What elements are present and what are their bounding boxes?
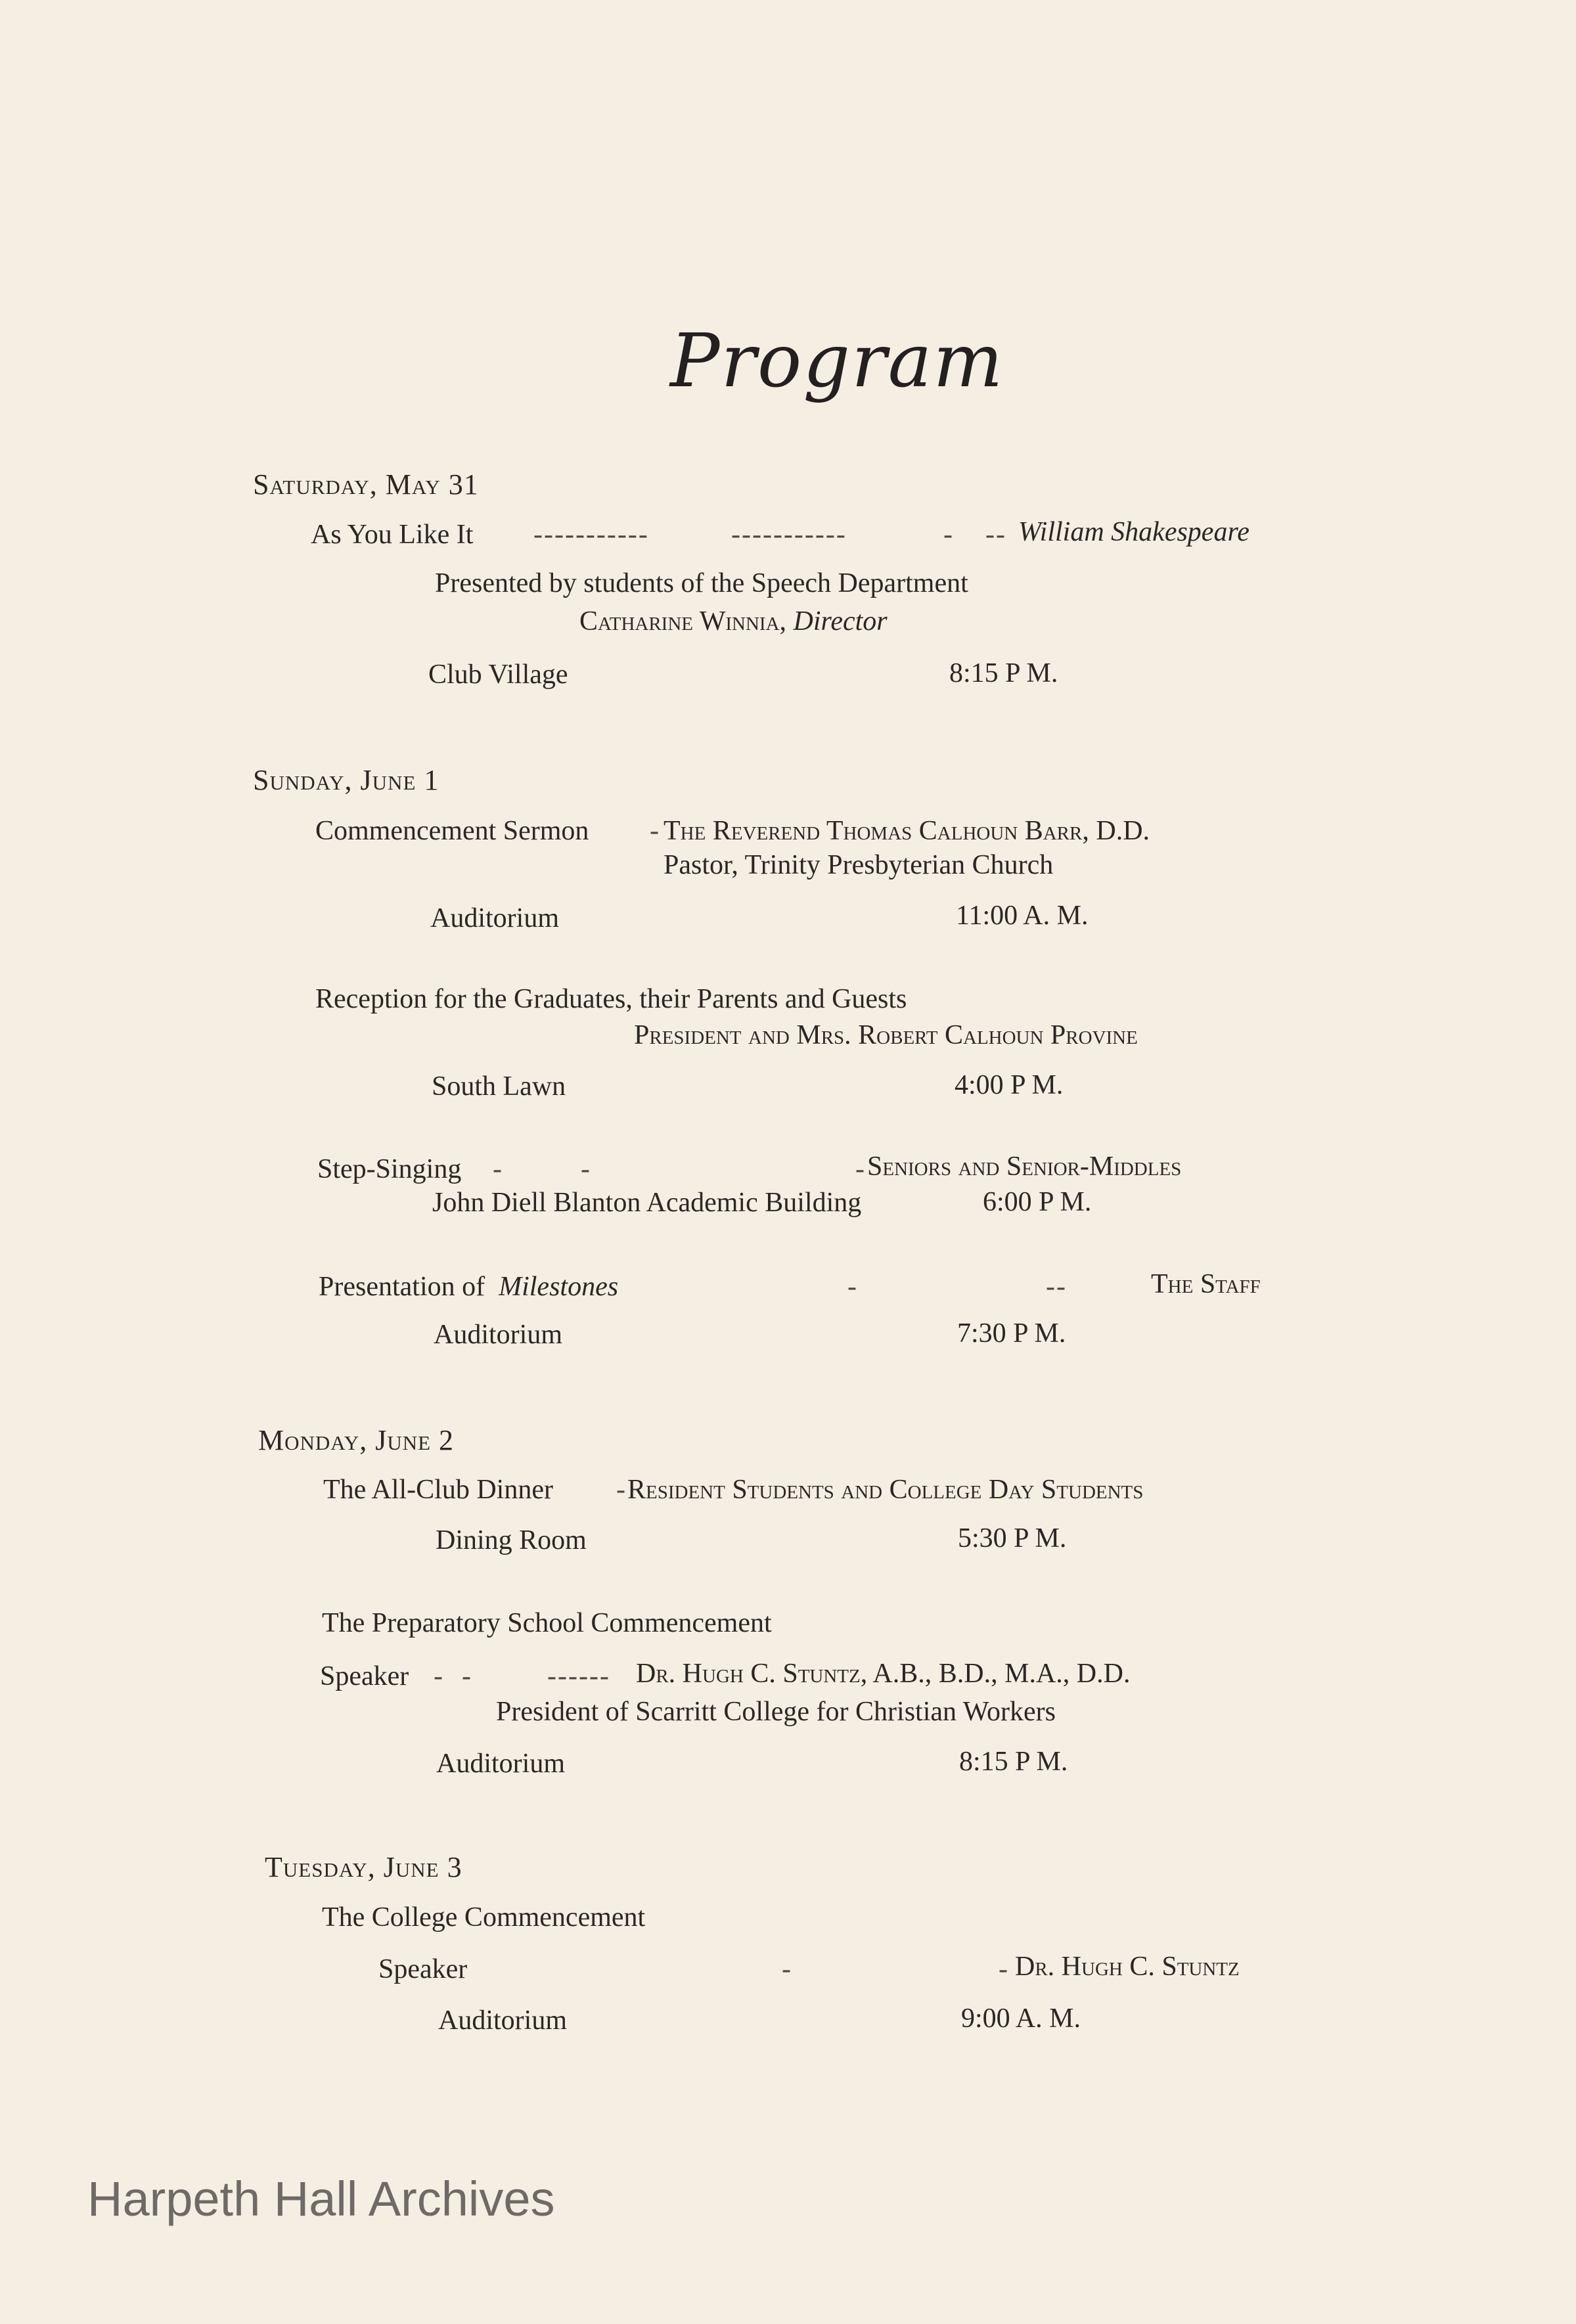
event-time: 7:30 P M. bbox=[957, 1318, 1066, 1349]
dot-leader: - bbox=[616, 1475, 627, 1505]
dot-leader: - bbox=[581, 1154, 591, 1184]
college-speaker-label: Speaker bbox=[378, 1954, 468, 1984]
event-place: Auditorium bbox=[436, 1749, 565, 1779]
dot-leader: ----------- bbox=[533, 520, 649, 550]
play-author: William Shakespeare bbox=[1018, 517, 1250, 547]
event-place: Auditorium bbox=[430, 903, 559, 933]
step-singing-label: Step-Singing bbox=[317, 1154, 462, 1184]
day-heading-sunday: Sunday, June 1 bbox=[253, 764, 439, 796]
college-commencement-label: The College Commencement bbox=[322, 1902, 646, 1933]
event-time: 4:00 P M. bbox=[955, 1070, 1064, 1100]
dot-leader: ----------- bbox=[731, 520, 847, 550]
event-place: John Diell Blanton Academic Building bbox=[432, 1188, 862, 1218]
day-heading-monday: Monday, June 2 bbox=[258, 1424, 455, 1456]
dot-leader: -- bbox=[1046, 1272, 1067, 1302]
page-title: Program bbox=[670, 319, 1004, 404]
dot-leader: -- bbox=[985, 520, 1006, 550]
event-time: 8:15 P M. bbox=[949, 658, 1058, 688]
day-heading-tuesday: Tuesday, June 3 bbox=[265, 1851, 462, 1883]
dot-leader: - bbox=[847, 1272, 858, 1302]
presented-by: Presented by students of the Speech Department bbox=[435, 568, 968, 598]
event-place: South Lawn bbox=[432, 1071, 566, 1102]
dinner-label: The All-Club Dinner bbox=[323, 1475, 553, 1505]
prep-commencement-label: The Preparatory School Commencement bbox=[322, 1608, 772, 1638]
milestones-book: Milestones bbox=[499, 1272, 619, 1302]
sermon-speaker-title: Pastor, Trinity Presbyterian Church bbox=[664, 850, 1054, 880]
milestones-presenter: The Staff bbox=[1151, 1269, 1261, 1299]
milestones-label-text: Presentation of bbox=[319, 1272, 485, 1302]
dot-leader: - bbox=[462, 1661, 472, 1691]
dot-leader: - bbox=[943, 520, 954, 550]
dinner-attendees: Resident Students and College Day Students bbox=[627, 1475, 1144, 1505]
event-time: 5:30 P M. bbox=[958, 1523, 1067, 1553]
event-place: Dining Room bbox=[436, 1525, 587, 1555]
reception-label: Reception for the Graduates, their Parents and Guests bbox=[315, 984, 907, 1014]
event-place: Auditorium bbox=[434, 1320, 562, 1350]
milestones-label bbox=[319, 1271, 618, 1303]
day-heading-saturday: Saturday, May 31 bbox=[253, 468, 479, 501]
prep-speaker: Dr. Hugh C. Stuntz, A.B., B.D., M.A., D.D. bbox=[636, 1659, 1131, 1689]
director-line bbox=[579, 606, 888, 637]
prep-speaker-title: President of Scarritt College for Christian Workers bbox=[496, 1697, 1056, 1727]
dot-leader: - bbox=[434, 1661, 444, 1691]
dot-leader: - bbox=[650, 816, 660, 846]
college-speaker: Dr. Hugh C. Stuntz bbox=[1015, 1952, 1240, 1982]
reception-hosts: President and Mrs. Robert Calhoun Provine bbox=[634, 1020, 1138, 1050]
event-time: 9:00 A. M. bbox=[961, 2003, 1081, 2034]
dot-leader: - bbox=[782, 1954, 792, 1984]
event-time: 11:00 A. M. bbox=[956, 901, 1089, 931]
director-role: Director bbox=[793, 606, 888, 637]
event-place: Auditorium bbox=[438, 2005, 567, 2036]
event-time: 8:15 P M. bbox=[959, 1747, 1068, 1777]
dot-leader: - bbox=[999, 1954, 1009, 1984]
event-place: Club Village bbox=[428, 659, 568, 690]
dot-leader: - bbox=[855, 1154, 866, 1184]
play-title: As You Like It bbox=[311, 520, 474, 550]
prep-speaker-label: Speaker bbox=[320, 1661, 409, 1691]
archive-watermark: Harpeth Hall Archives bbox=[87, 2172, 555, 2226]
dot-leader: - bbox=[493, 1154, 503, 1184]
sermon-speaker: The Reverend Thomas Calhoun Barr, D.D. bbox=[664, 816, 1150, 846]
event-time: 6:00 P M. bbox=[983, 1187, 1092, 1217]
director-name: Catharine Winnia, bbox=[579, 606, 787, 637]
dot-leader: ------ bbox=[547, 1661, 610, 1691]
step-singing-performers: Seniors and Senior-Middles bbox=[867, 1151, 1182, 1182]
sermon-label: Commencement Sermon bbox=[315, 816, 589, 846]
